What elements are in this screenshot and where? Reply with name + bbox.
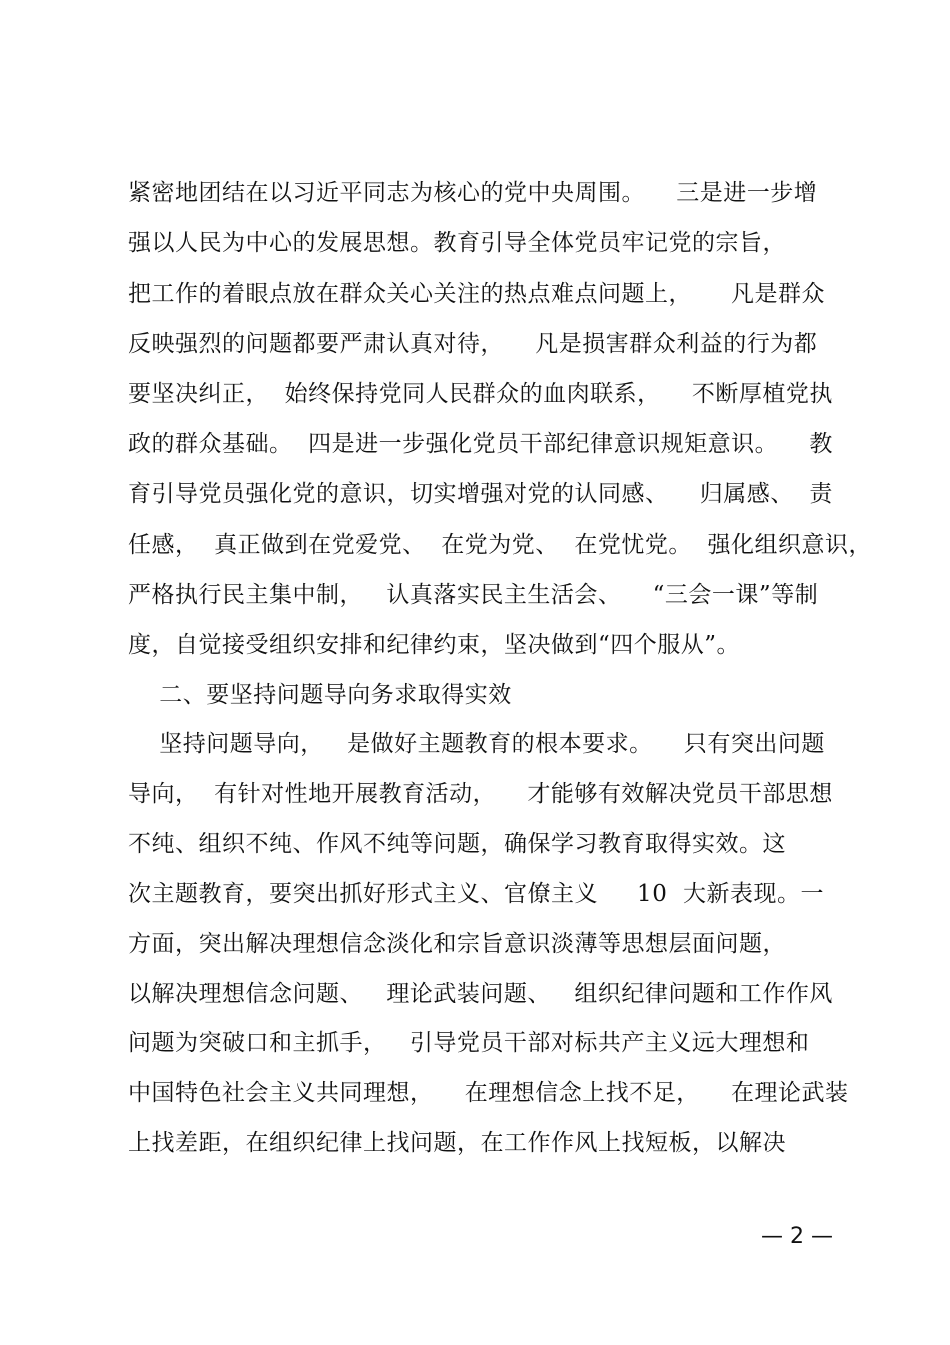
text-line: 紧密地团结在以习近平同志为核心的党中央周围。 三是进一步增 [128,180,818,206]
text-line: 上找差距，在组织纪律上找问题，在工作作风上找短板，以解决 [128,1130,786,1156]
text-line: 严格执行民主集中制， 认真落实民主生活会、 “三会一课”等制 [128,582,819,608]
text-line: 反映强烈的问题都要严肃认真对待， 凡是损害群众利益的行为都 [128,331,818,357]
text-line: 把工作的着眼点放在群众关心关注的热点难点问题上， 凡是群众 [128,281,826,307]
text-line: 坚持问题导向， 是做好主题教育的根本要求。 只有突出问题 [128,731,825,757]
section-heading: 二、要坚持问题导向务求取得实效 [128,682,512,708]
text-line: 任感， 真正做到在党爱党、 在党为党、 在党忧党。 强化组织意识， [128,532,872,558]
text-line: 度，自觉接受组织安排和纪律约束，坚决做到“四个服从”。 [128,632,741,658]
page-number: — 2 — [761,1224,833,1249]
text-line: 方面，突出解决理想信念淡化和宗旨意识淡薄等思想层面问题， [128,931,786,957]
text-line: 问题为突破口和主抓手， 引导党员干部对标共产主义远大理想和 [128,1030,810,1056]
text-line: 不纯、组织不纯、作风不纯等问题，确保学习教育取得实效。这 [128,831,786,857]
text-line: 以解决理想信念问题、 理论武装问题、 组织纪律问题和工作作风 [128,981,833,1007]
text-line: 政的群众基础。 四是进一步强化党员干部纪律意识规矩意识。 教 [128,431,833,457]
text-line: 强以人民为中心的发展思想。教育引导全体党员牢记党的宗旨， [128,230,786,256]
text-line: 中国特色社会主义共同理想， 在理想信念上找不足， 在理论武装 [128,1080,849,1106]
text-line: 次主题教育，要突出抓好形式主义、官僚主义 10 大新表现。一 [128,881,824,907]
text-line: 要坚决纠正， 始终保持党同人民群众的血肉联系， 不断厚植党执 [128,381,833,407]
text-line: 导向， 有针对性地开展教育活动， 才能够有效解决党员干部思想 [128,781,833,807]
text-line: 育引导党员强化党的意识，切实增强对党的认同感、 归属感、 责 [128,481,833,507]
